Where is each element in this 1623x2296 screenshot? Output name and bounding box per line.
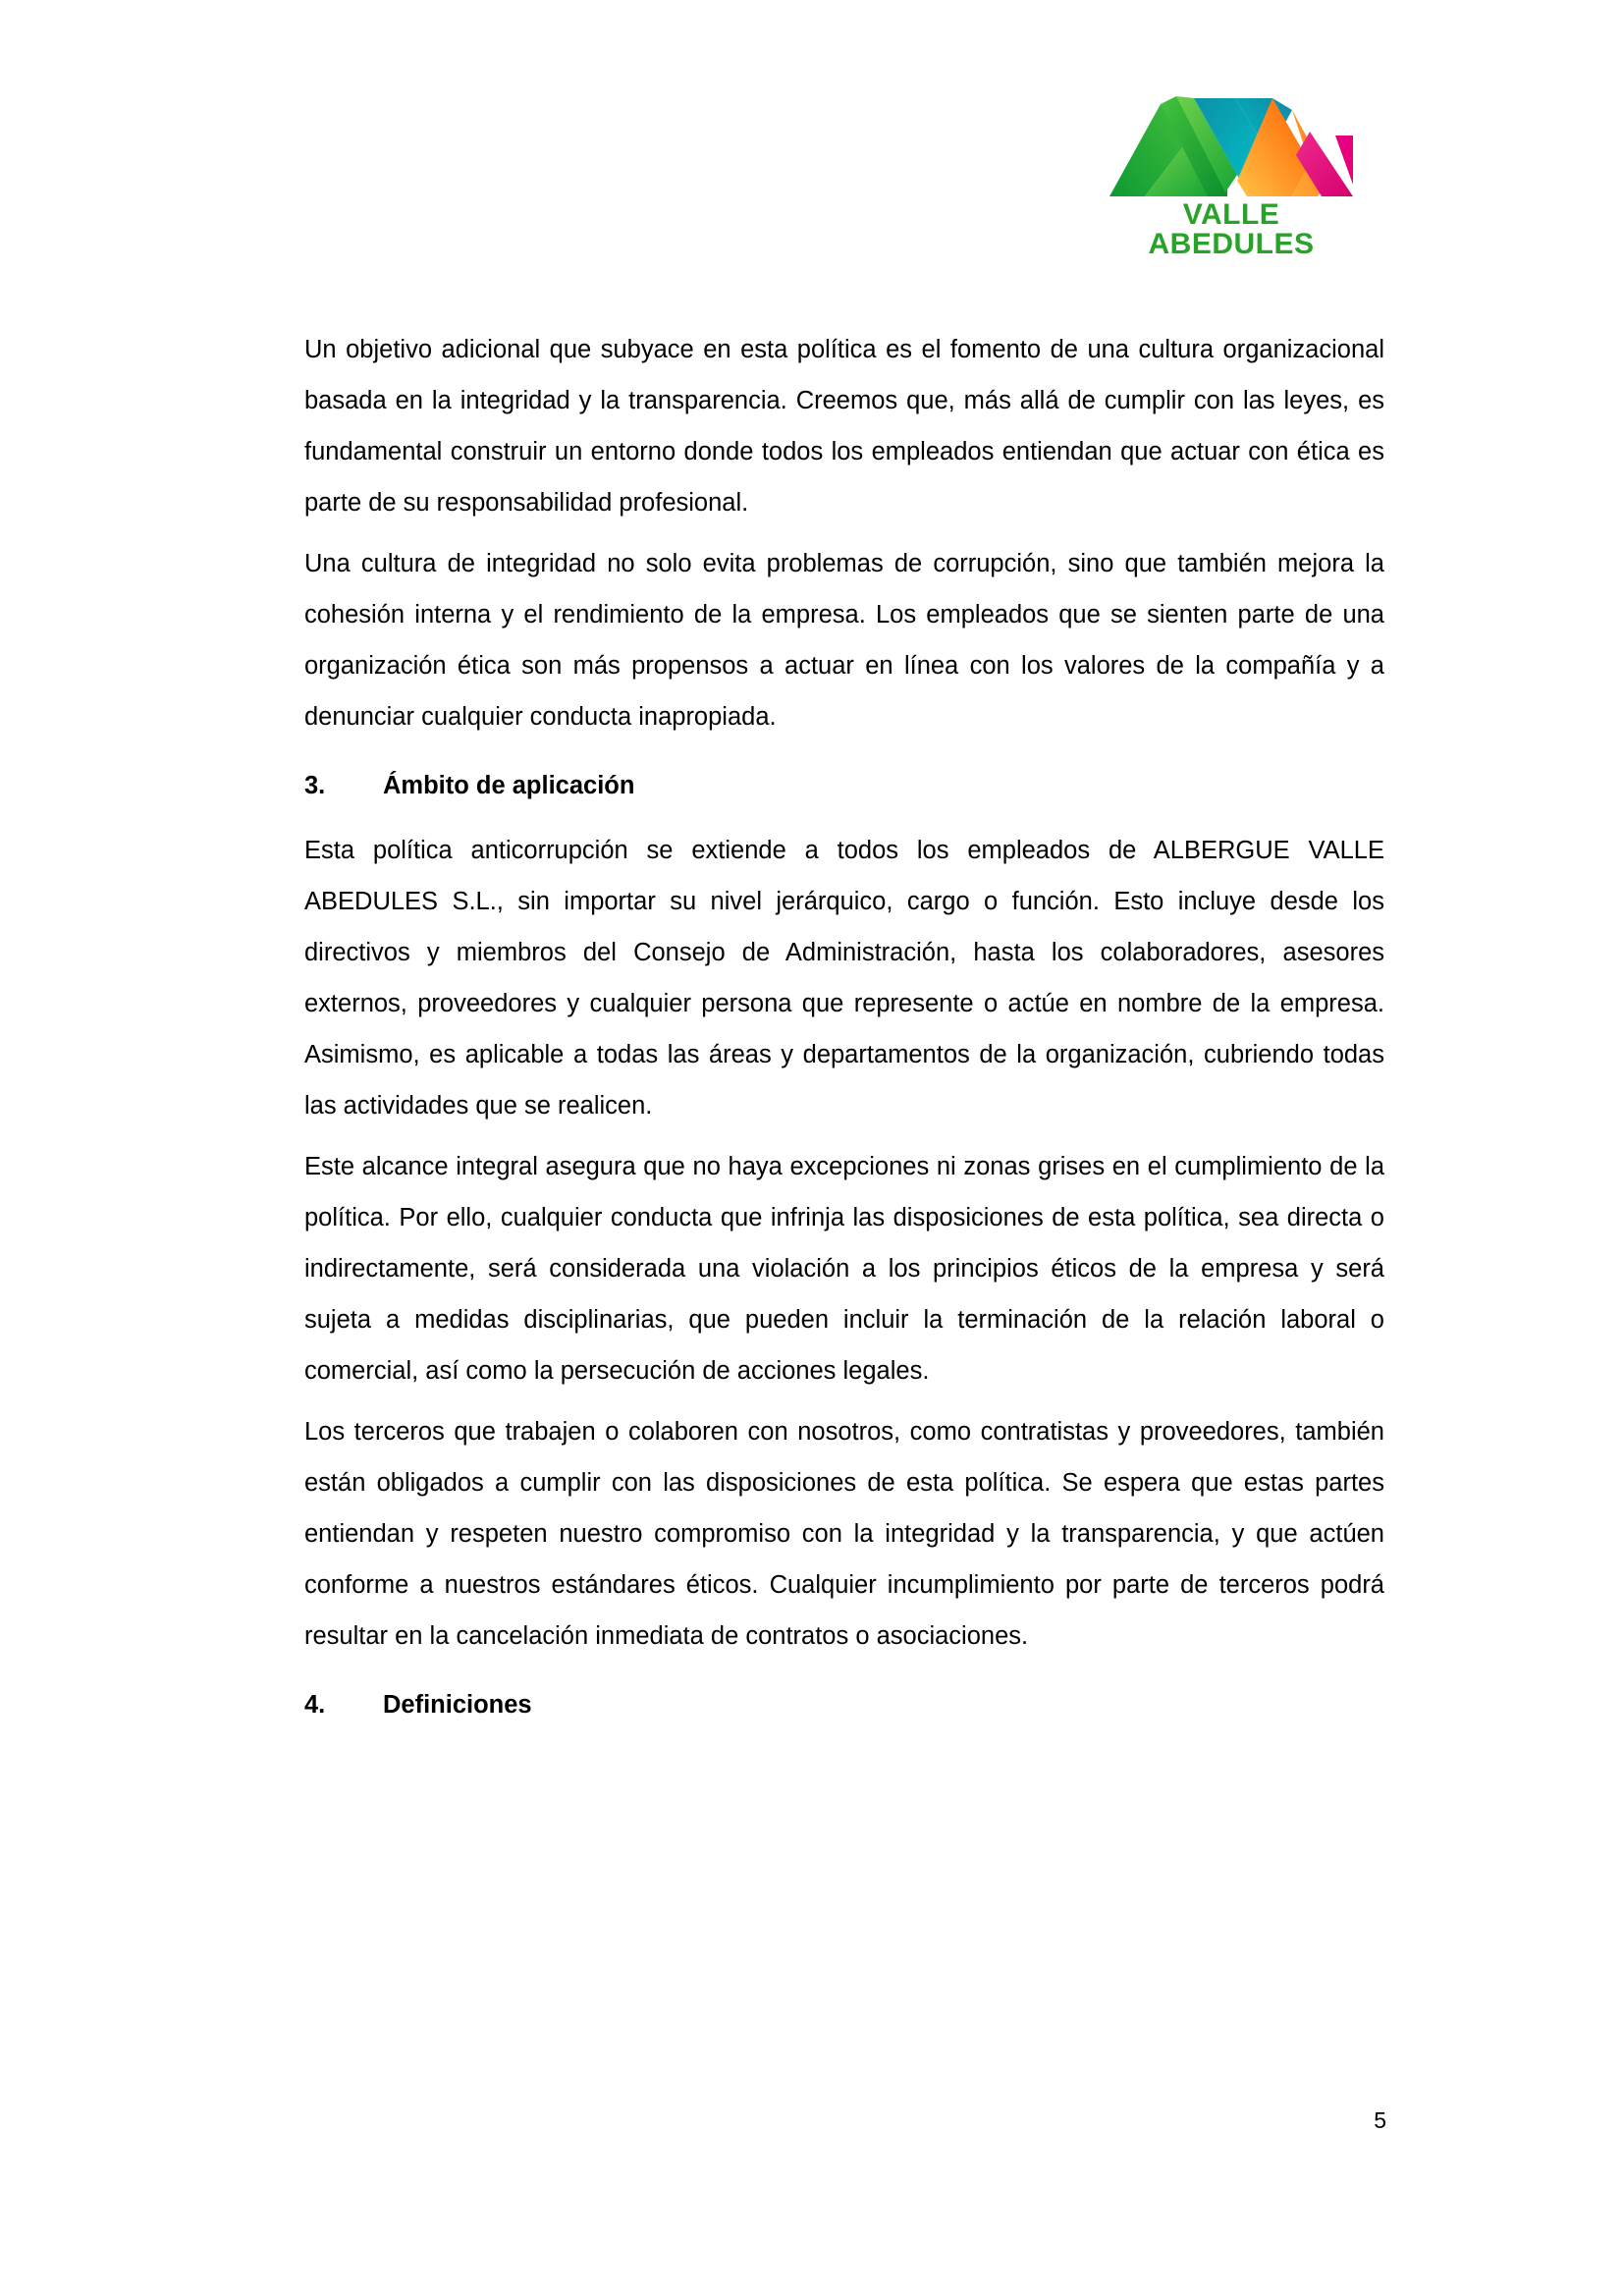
document-body [304,324,1384,1744]
logo-wordmark: VALLE ABEDULES [1148,198,1315,260]
paragraph-alcance-integral: Este alcance integral asegura que no haya excepciones ni zonas grises en el cumplimiento de la política. Por ello, cualquier conducta que infrinja las disposiciones de esta política, sea directa o indirectamente, será considerada una violación a los principios éticos de la empresa y será sujeta a medidas disciplinarias, que pueden incluir la terminación de la relación laboral o comercial, así como la persecución de acciones legales. [304,1153,1384,1385]
logo-mark-icon [1100,77,1363,196]
paragraph-esta-politica-anticorrupcion: Esta política anticorrupción se extiende a todos los empleados de ALBERGUE VALLE ABEDULES S.L., sin importar su nivel jerárquico, cargo o función. Esto incluye desde los directivos y miembros del Consejo de Administración, hasta los colaboradores, asesores externos, proveedores y cualquier persona que represente o actúe en nombre de la empresa. Asimismo, es aplicable a todas las áreas y departamentos de la organización, cubriendo todas las actividades que se realicen. [304,837,1384,1120]
paragraph-terceros: Los terceros que trabajen o colaboren con nosotros, como contratistas y proveedores, también están obligados a cumplir con las disposiciones de esta política. Se espera que estas partes entiendan y respeten nuestro compromiso con la integridad y la transparencia, y que actúen conforme a nuestros estándares éticos. Cualquier incumplimiento por parte de terceros podrá resultar en la cancelación inmediata de contratos o asociaciones. [304,1418,1384,1650]
paragraph-cultura-integridad: Una cultura de integridad no solo evita problemas de corrupción, sino que también mejora la cohesión interna y el rendimiento de la empresa. Los empleados que se sienten parte de una organización ética son más propensos a actuar en línea con los valores de la compañía y a denunciar cualquier conducta inapropiada. [304,550,1384,731]
section-heading-4 [304,1679,1384,1730]
section-heading-3 [304,760,1384,811]
section-title-3: Ámbito de aplicación [383,772,635,799]
company-logo [1088,77,1373,260]
section-title-4: Definiciones [383,1691,532,1719]
section-number-4: 4. [304,1691,326,1719]
paragraph-objetivo-adicional: Un objetivo adicional que subyace en esta política es el fomento de una cultura organizacional basada en la integridad y la transparencia. Creemos que, más allá de cumplir con las leyes, es fundamental construir un entorno donde todos los empleados entiendan que actuar con ética es parte de su responsabilidad profesional. [304,336,1384,517]
page-number: 5 [1374,2107,1386,2133]
section-number-3: 3. [304,772,326,799]
